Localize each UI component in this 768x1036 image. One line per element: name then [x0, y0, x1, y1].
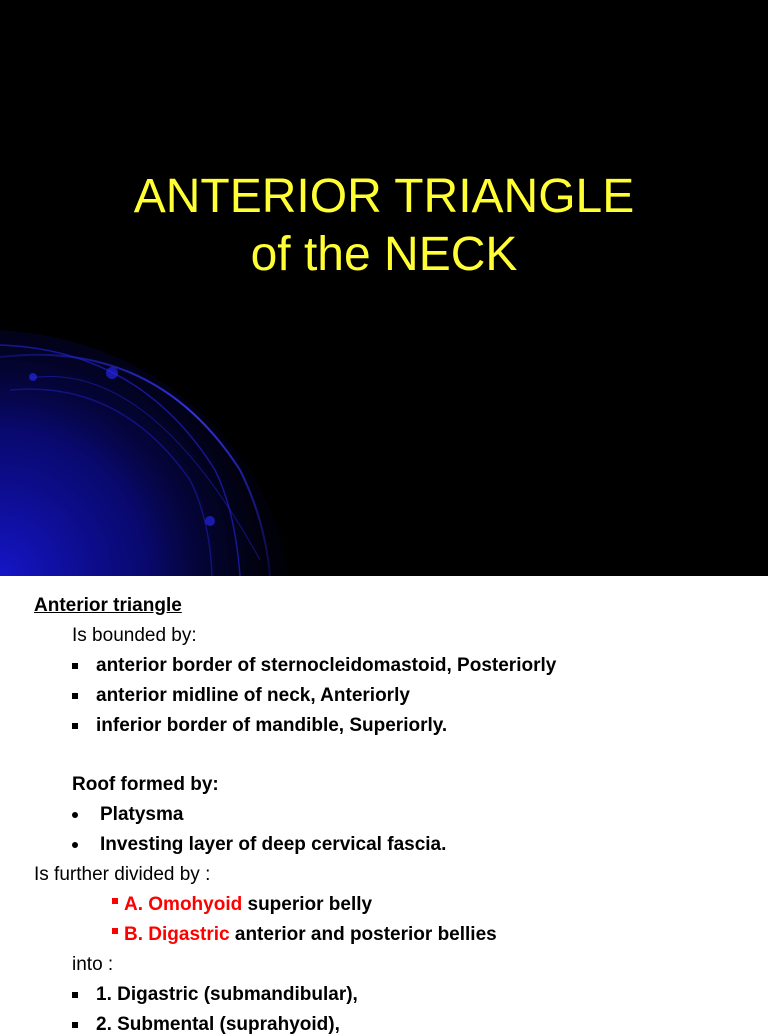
into-label: into :	[72, 954, 114, 975]
list-item: A. Omohyoid superior belly	[112, 894, 372, 916]
round-bullet-icon	[72, 842, 78, 848]
notes-section	[0, 576, 768, 1035]
square-bullet-icon	[72, 992, 78, 998]
square-bullet-icon	[112, 898, 118, 904]
square-bullet-icon	[72, 723, 78, 729]
list-item: Investing layer of deep cervical fascia.	[72, 834, 446, 856]
square-bullet-icon	[72, 1022, 78, 1028]
divided-intro: Is further divided by :	[34, 864, 211, 885]
list-item: 1. Digastric (submandibular),	[72, 984, 358, 1006]
slide-title-line-2: of the NECK	[250, 228, 518, 281]
list-item: B. Digastric anterior and posterior bellies	[112, 924, 497, 946]
list-item: inferior border of mandible, Superiorly.	[72, 715, 447, 737]
slide-title-line-1: ANTERIOR TRIANGLE	[133, 170, 635, 223]
round-bullet-icon	[72, 812, 78, 818]
notes-heading: Anterior triangle	[34, 595, 182, 616]
list-item: 2. Submental (suprahyoid),	[72, 1014, 340, 1036]
square-bullet-icon	[72, 693, 78, 699]
list-item: anterior border of sternocleidomastoid, Posteriorly	[72, 655, 556, 677]
square-bullet-icon	[112, 928, 118, 934]
list-item: anterior midline of neck, Anteriorly	[72, 685, 410, 707]
list-item: Platysma	[72, 804, 183, 826]
square-bullet-icon	[72, 663, 78, 669]
slide-title	[0, 168, 768, 284]
roof-heading: Roof formed by:	[72, 774, 219, 795]
bounded-intro: Is bounded by:	[72, 625, 197, 646]
